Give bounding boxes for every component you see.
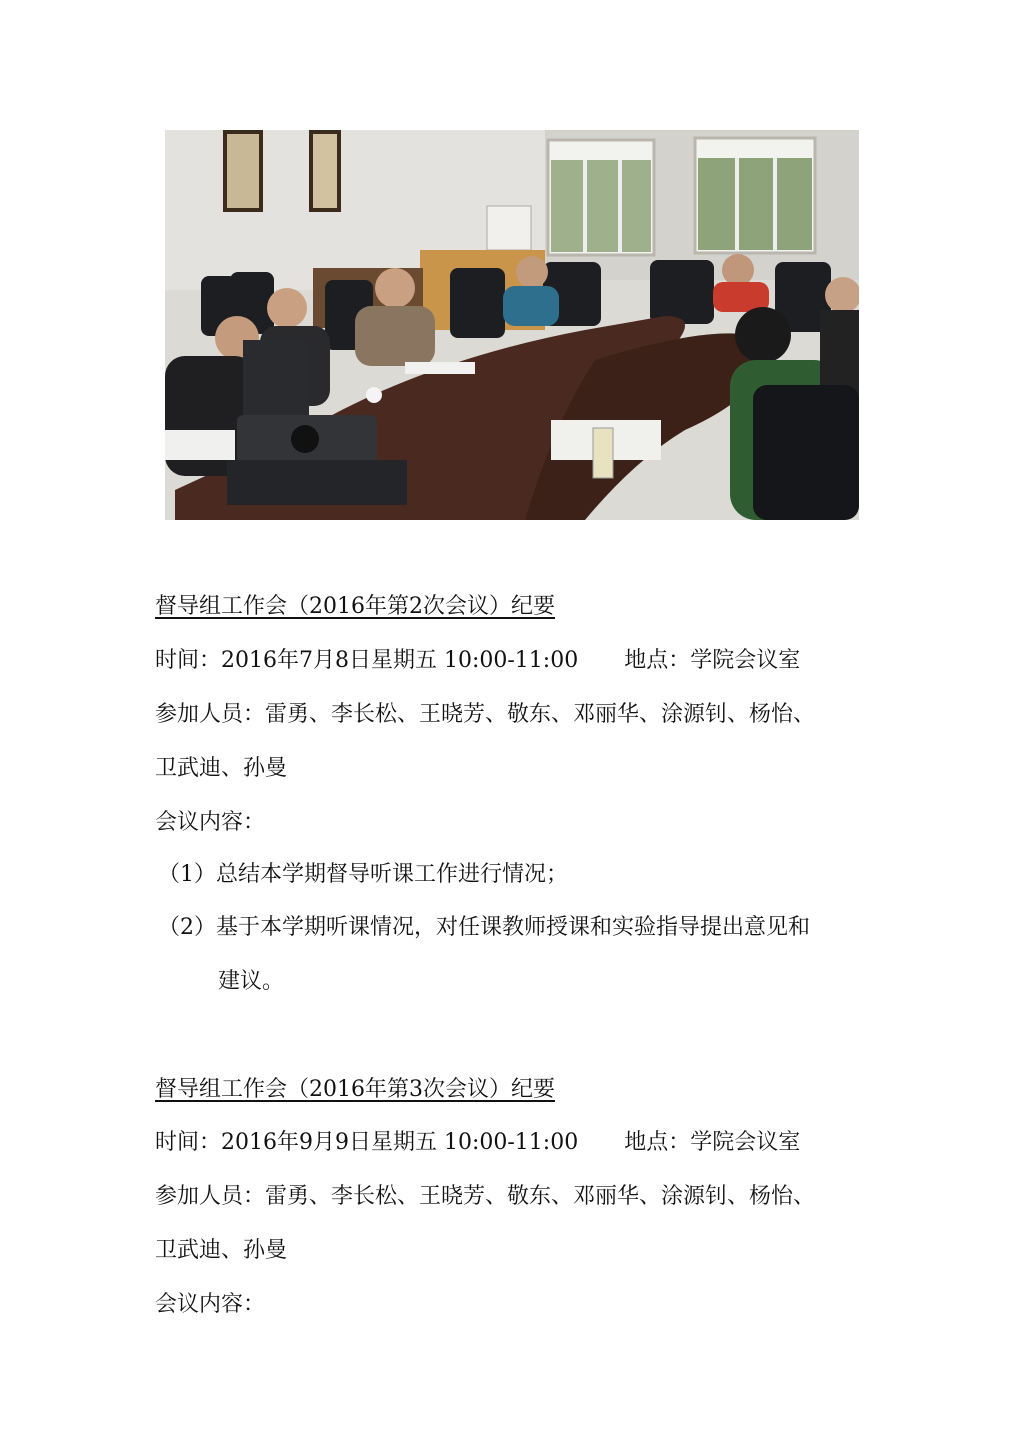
meeting-heading: 督导组工作会（2016年第3次会议）纪要 <box>155 1077 555 1102</box>
content-item-cont: 建议。 <box>218 969 285 994</box>
meeting-room-image <box>165 130 859 520</box>
meeting-time-location <box>155 646 875 676</box>
meeting-time-location <box>155 1128 875 1158</box>
content-label: 会议内容： <box>155 1292 266 1317</box>
meeting-time: 时间：2016年9月9日星期五 10:00-11:00 <box>155 1130 579 1155</box>
meeting-photo <box>165 130 859 520</box>
attendees: 参加人员：雷勇、李长松、王晓芳、敬东、邓丽华、涂源钊、杨怡、 <box>155 702 816 727</box>
content-item: （2）基于本学期听课情况，对任课教师授课和实验指导提出意见和 <box>158 915 810 940</box>
content-label: 会议内容： <box>155 810 266 835</box>
attendees-cont: 卫武迪、孙曼 <box>155 1238 288 1263</box>
attendees-cont: 卫武迪、孙曼 <box>155 756 288 781</box>
content-item: （1）总结本学期督导听课工作进行情况； <box>158 862 568 887</box>
meeting-heading: 督导组工作会（2016年第2次会议）纪要 <box>155 594 555 619</box>
meeting-location: 地点：学院会议室 <box>624 1130 801 1155</box>
meeting-location: 地点：学院会议室 <box>624 648 801 673</box>
attendees: 参加人员：雷勇、李长松、王晓芳、敬东、邓丽华、涂源钊、杨怡、 <box>155 1184 816 1209</box>
meeting-time: 时间：2016年7月8日星期五 10:00-11:00 <box>155 648 579 673</box>
